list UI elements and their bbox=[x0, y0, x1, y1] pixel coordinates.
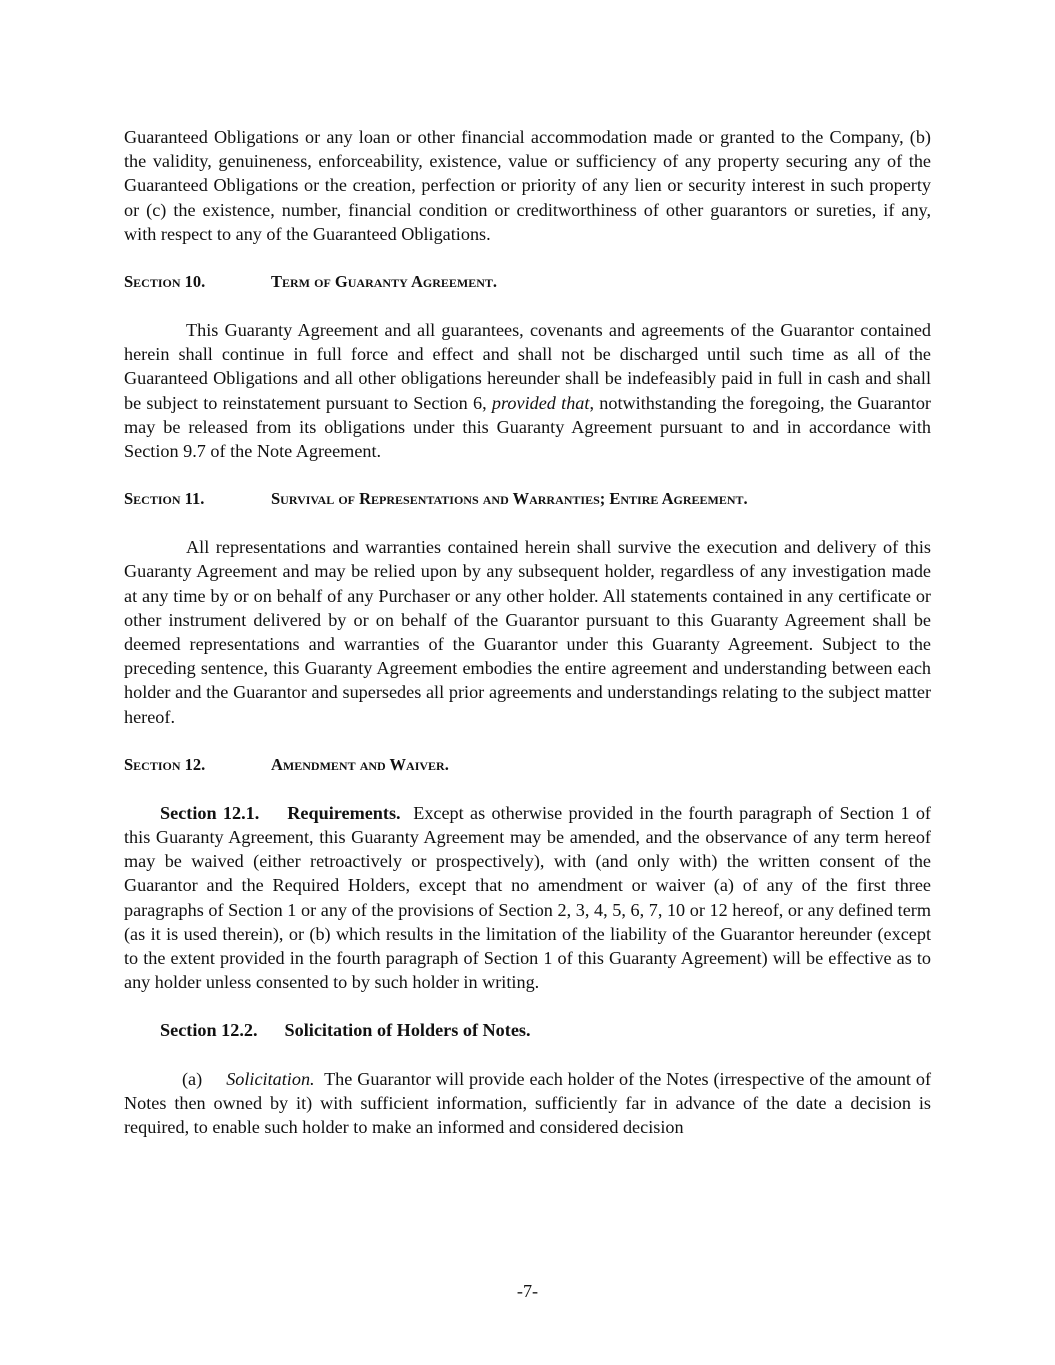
section-12-2-a-paragraph bbox=[124, 1067, 931, 1140]
subsection-title: Requirements. bbox=[287, 802, 401, 823]
section-11-heading bbox=[124, 487, 931, 511]
section-12-1-paragraph bbox=[124, 801, 931, 995]
subsection-number: Section 12.2. bbox=[160, 1020, 258, 1041]
section-number: Section 12. bbox=[124, 754, 206, 774]
section-10-body: This Guaranty Agreement and all guarantees, covenants and agreements of the Guarantor contained herein shall continue in full force and effect and shall not be discharged until such time as all of the Guaranteed Obligations and all other obligations hereunder shall be indefeasibly paid in full in cash and shall be subject to reinstatement pursuant to Section 6, provided that, notwithstanding the foregoing, the Guarantor may be released from its obligations under this Guaranty Agreement pursuant to and in accordance with Section 9.7 of the Note Agreement. bbox=[124, 320, 931, 462]
section-12-2-heading bbox=[124, 1018, 931, 1042]
subsection-number: Section 12.1. bbox=[160, 802, 260, 823]
intro-paragraph: Guaranteed Obligations or any loan or other financial accommodation made or granted to the Company, (b) the validity, genuineness, enforceability, existence, value or sufficiency of any property securing any of the Guaranteed Obligations or the creation, perfection or priority of any lien or security interest in such property or (c) the existence, number, financial condition or creditworthiness of other guarantors or sureties, if any, with respect to any of the Guaranteed Obligations. bbox=[124, 127, 931, 244]
item-body: The Guarantor will provide each holder of the Notes (irrespective of the amount of Notes then owned by it) with sufficient information, sufficiently far in advance of the date a decision is required, to enable such holder to make an informed and considered decision bbox=[124, 1068, 932, 1138]
section-11-body: All representations and warranties contained herein shall survive the execution and delivery of this Guaranty Agreement and may be relied upon by any subsequent holder, regardless of any investigation made at any time by or on behalf of any Purchaser or any other holder. All statements contained in any certificate or other instrument delivered by or on behalf of the Guarantor pursuant to this Guaranty Agreement shall be deemed representations and warranties of the Guarantor under this Guaranty Agreement. Subject to the preceding sentence, this Guaranty Agreement embodies the entire agreement and understanding between each holder and the Guarantor and supersedes all prior agreements and understandings relating to the subject matter hereof. bbox=[124, 537, 931, 727]
section-number: Section 11. bbox=[124, 489, 205, 509]
page-number: -7- bbox=[516, 1281, 539, 1301]
subsection-title: Solicitation of Holders of Notes. bbox=[284, 1020, 531, 1041]
provided-that-emphasis: provided that bbox=[491, 392, 590, 413]
document-page bbox=[124, 125, 931, 1139]
item-label: (a) bbox=[182, 1068, 203, 1089]
section-title: Survival of Representations and Warranties; Entire Agreement. bbox=[271, 489, 748, 509]
section-number: Section 10. bbox=[124, 272, 206, 292]
subsection-body: Except as otherwise provided in the fourth paragraph of Section 1 of this Guaranty Agreement, this Guaranty Agreement may be amended, and the observance of any term hereof may be waived (either retroactively or prospectively), with (and only with) the written consent of the Guarantor and the Required Holders, except that no amendment or waiver (a) of any of the first three paragraphs of Section 1 or any of the provisions of Section 2, 3, 4, 5, 6, 7, 10 or 12 hereof, or any defined term (as it is used therein), or (b) which results in the limitation of the liability of the Guarantor hereunder (except to the extent provided in the fourth paragraph of Section 1 of this Guaranty Agreement) will be effective as to any holder unless consented to by such holder in writing. bbox=[124, 802, 931, 993]
section-title: Term of Guaranty Agreement. bbox=[271, 272, 498, 292]
section-10-heading bbox=[124, 270, 931, 294]
section-12-heading bbox=[124, 753, 931, 777]
item-title: Solicitation. bbox=[226, 1068, 315, 1089]
section-title: Amendment and Waiver. bbox=[271, 754, 449, 774]
